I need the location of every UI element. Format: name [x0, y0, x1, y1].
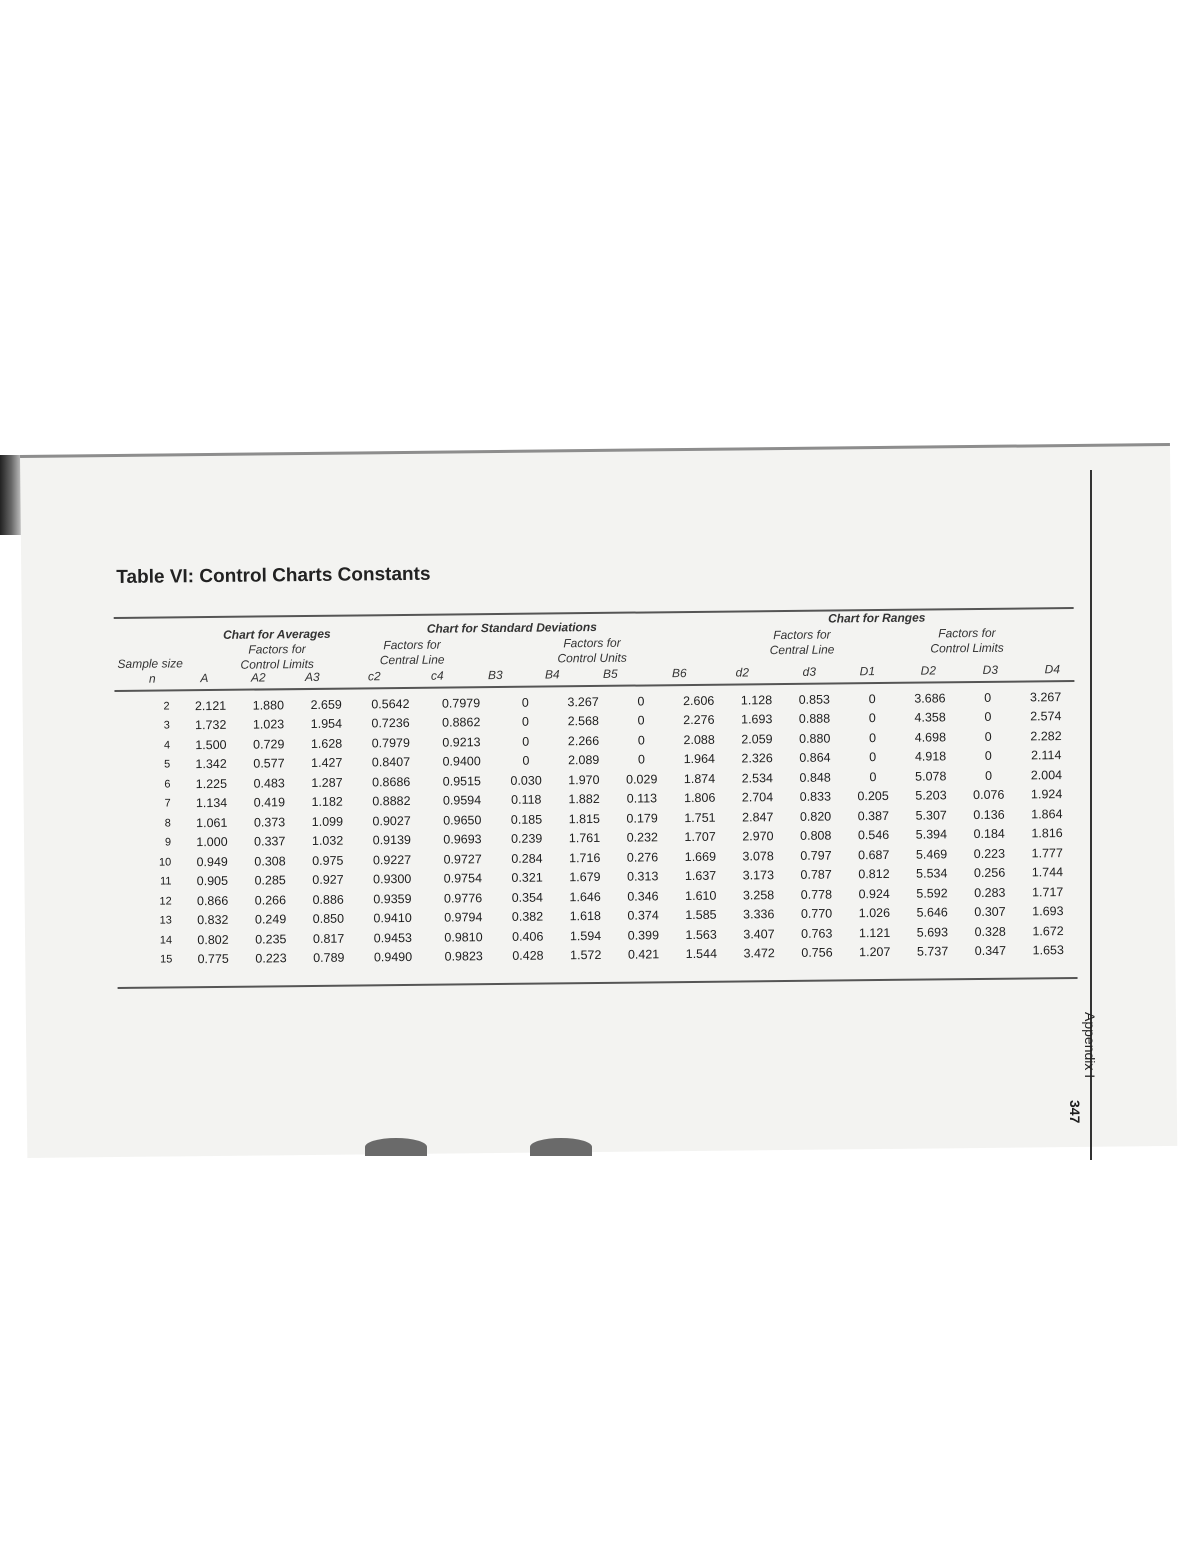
header-ranges: Chart for Ranges: [827, 610, 926, 626]
col-D2: D2: [920, 663, 937, 678]
table-row: 4 1.500 0.729 1.628 0.7979 0.9213 0 2.266 0 2.088 2.059 0.880 0 4.698 0 2.282: [163, 728, 1062, 752]
constants-table: [115, 687, 1078, 970]
col-A: A: [200, 671, 209, 686]
col-A3: A3: [304, 669, 320, 685]
col-B5: B5: [602, 666, 618, 681]
table-row: 5 1.342 0.577 1.427 0.8407 0.9400 0 2.089 0 1.964 2.326 0.864 0 4.918 0 2.114: [164, 748, 1062, 772]
table-row: 13 0.832 0.249 0.850 0.9410 0.9794 0.382 1.618 0.374 1.585 3.336 0.770 1.026 5.646 0.307 1.693: [159, 904, 1064, 928]
table-row: 9 1.000 0.337 1.032 0.9139 0.9693 0.239 1.761 0.232 1.707 2.970 0.808 0.546 5.394 0.184 1.816: [164, 826, 1063, 850]
col-n: n: [148, 671, 156, 686]
header-sd-central-1: Factors for: [383, 637, 441, 653]
table-row: 10 0.949 0.308 0.975 0.9227 0.9727 0.284 1.716 0.276 1.669 3.078 0.797 0.687 5.469 0.223 1.777: [158, 845, 1063, 869]
header-r-central-1: Factors for: [773, 627, 831, 643]
header-sample-size: Sample size: [117, 656, 183, 671]
header-r-central-2: Central Line: [769, 642, 835, 658]
col-D4: D4: [1044, 662, 1061, 677]
header-averages: Chart for Averages: [223, 626, 331, 642]
table-row: 7 1.134 0.419 1.182 0.8882 0.9594 0.118 1.882 0.113 1.806 2.704 0.833 0.205 5.203 0.076 1.924: [164, 787, 1063, 811]
table-bottom-rule: [118, 977, 1078, 989]
finger-shadow: [365, 1138, 427, 1156]
table-row: 14 0.802 0.235 0.817 0.9453 0.9810 0.406 1.594 0.399 1.563 3.407 0.763 1.121 5.693 0.328 1.672: [159, 923, 1064, 947]
running-footer-section: Appendix I: [1082, 1012, 1098, 1079]
header-r-control-2: Control Limits: [930, 640, 1004, 656]
page-number: 347: [1067, 1100, 1083, 1124]
col-c4: c4: [430, 668, 444, 683]
col-d2: d2: [735, 665, 750, 680]
col-D3: D3: [982, 662, 999, 677]
col-d3: d3: [802, 664, 817, 679]
header-sd-central-2: Central Line: [379, 652, 445, 668]
header-sd-control-1: Factors for: [563, 635, 621, 651]
book-page: [20, 443, 1177, 1158]
header-r-control-1: Factors for: [938, 625, 996, 641]
col-A2: A2: [250, 670, 266, 685]
table-title: Table VI: Control Charts Constants: [116, 563, 431, 588]
col-B3: B3: [487, 667, 503, 683]
header-sd-control-2: Control Units: [557, 650, 627, 666]
col-B4: B4: [544, 667, 560, 682]
finger-shadow: [530, 1138, 592, 1156]
header-std-dev: Chart for Standard Deviations: [426, 619, 597, 636]
table-row: 8 1.061 0.373 1.099 0.9027 0.9650 0.185 1.815 0.179 1.751 2.847 0.820 0.387 5.307 0.136 1.864: [164, 806, 1063, 830]
table-row: 15 0.775 0.223 0.789 0.9490 0.9823 0.428 1.572 0.421 1.544 3.472 0.756 1.207 5.737 0.347 1.653: [159, 943, 1064, 967]
header-avg-factors-2: Control Limits: [240, 656, 314, 672]
table-row: 2 2.121 1.880 2.659 0.5642 0.7979 0 3.267 0 2.606 1.128 0.853 0 3.686 0 3.267: [163, 689, 1062, 713]
table-row: 6 1.225 0.483 1.287 0.8686 0.9515 0.030 1.970 0.029 1.874 2.534 0.848 0 5.078 0 2.004: [164, 767, 1063, 791]
col-c2: c2: [367, 669, 381, 684]
header-avg-factors-1: Factors for: [248, 642, 306, 657]
table-row: 3 1.732 1.023 1.954 0.7236 0.8862 0 2.568 0 2.276 1.693 0.888 0 4.358 0 2.574: [163, 709, 1062, 733]
col-D1: D1: [859, 664, 876, 679]
col-B6: B6: [671, 666, 687, 681]
table-row: 11 0.905 0.285 0.927 0.9300 0.9754 0.321 1.679 0.313 1.637 3.173 0.787 0.812 5.534 0.256 1.744: [159, 865, 1064, 889]
table-row: 12 0.866 0.266 0.886 0.9359 0.9776 0.354 1.646 0.346 1.610 3.258 0.778 0.924 5.592 0.283 1.717: [159, 884, 1064, 908]
